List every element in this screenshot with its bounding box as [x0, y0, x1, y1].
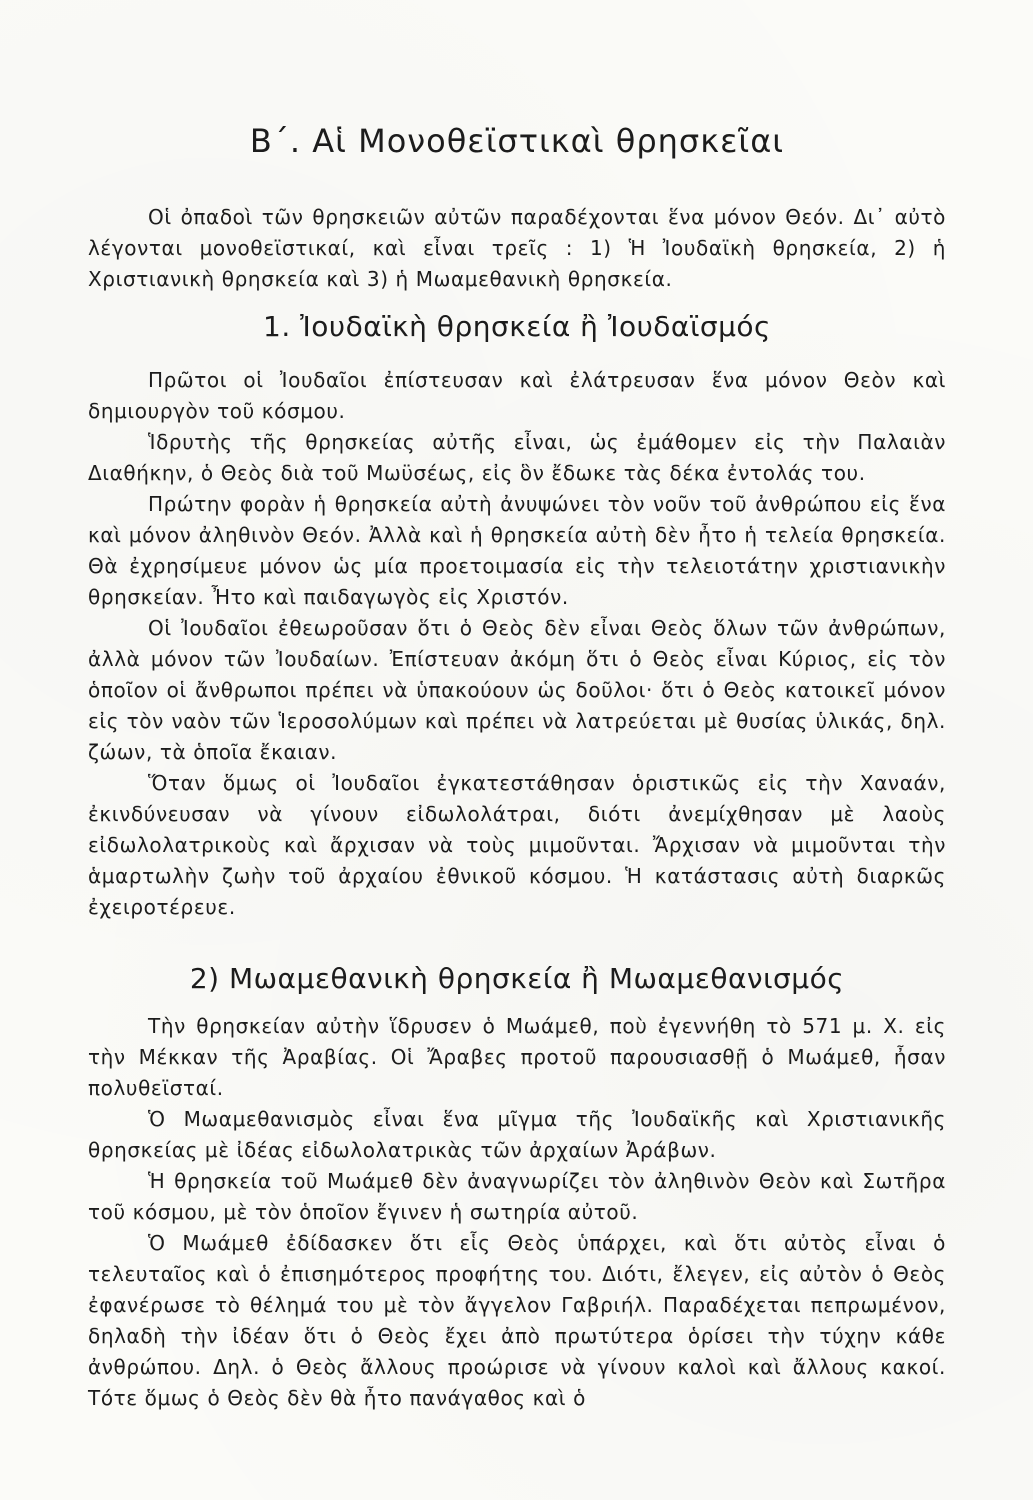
- section-1-paragraph-4: Οἱ Ἰουδαῖοι ἐθεωροῦσαν ὅτι ὁ Θεὸς δὲν εἶναι Θεὸς ὅλων τῶν ἀνθρώπων, ἀλλὰ μόνον τῶν Ἰουδαίων. Ἐπίστευαν ἀκόμη ὅτι ὁ Θεὸς εἶναι Κύριος, εἰς τὸν ὁποῖον οἱ ἄνθρωποι πρέπει νὰ ὑπακούουν ὡς δοῦλοι· ὅτι ὁ Θεὸς κατοικεῖ μόνον εἰς τὸν ναὸν τῶν Ἱεροσολύμων καὶ πρέπει νὰ λατρεύεται μὲ θυσίας ὑλικάς, δηλ. ζώων, τὰ ὁποῖα ἔκαιαν.: [88, 616, 946, 764]
- section-2-paragraph-1: Τὴν θρησκείαν αὐτὴν ἵδρυσεν ὁ Μωάμεθ, ποὺ ἐγεννήθη τὸ 571 μ. Χ. εἰς τὴν Μέκκαν τῆς Ἀραβίας. Οἱ Ἄραβες προτοῦ παρουσιασθῇ ὁ Μωάμεθ, ἦσαν πολυθεϊσταί.: [88, 1014, 946, 1100]
- section-1-paragraph-5: Ὅταν ὅμως οἱ Ἰουδαῖοι ἐγκατεστάθησαν ὁριστικῶς εἰς τὴν Χαναάν, ἐκινδύνευσαν νὰ γίνουν εἰδωλολάτραι, διότι ἀνεμίχθησαν μὲ λαοὺς εἰδωλολατρικοὺς καὶ ἄρχισαν νὰ τοὺς μιμοῦνται. Ἄρχισαν νὰ μιμοῦνται τὴν ἁμαρτωλὴν ζωὴν τοῦ ἀρχαίου ἐθνικοῦ κόσμου. Ἡ κατάστασις αὐτὴ διαρκῶς ἐχειροτέρευε.: [88, 771, 946, 919]
- page-content: [88, 118, 946, 1414]
- section-2-paragraph-2: Ὁ Μωαμεθανισμὸς εἶναι ἕνα μῖγμα τῆς Ἰουδαϊκῆς καὶ Χριστιανικῆς θρησκείας μὲ ἰδέας εἰδωλολατρικὰς τῶν ἀρχαίων Ἀράβων.: [88, 1107, 946, 1162]
- page-title: Β΄. Αἱ Μονοθεϊστικαὶ θρησκεῖαι: [249, 122, 785, 160]
- section-2-paragraph-4: Ὁ Μωάμεθ ἐδίδασκεν ὅτι εἷς Θεὸς ὑπάρχει, καὶ ὅτι αὐτὸς εἶναι ὁ τελευταῖος καὶ ὁ ἐπισημότερος προφήτης του. Διότι, ἔλεγεν, εἰς αὐτὸν ὁ Θεὸς ἐφανέρωσε τὸ θέλημά του μὲ τὸν ἄγγελον Γαβριήλ. Παραδέχεται πεπρωμένον, δηλαδὴ τὴν ἰδέαν ὅτι ὁ Θεὸς ἔχει ἀπὸ πρωτύτερα ὁρίσει τὴν τύχην κάθε ἀνθρώπου. Δηλ. ὁ Θεὸς ἄλλους προώρισε νὰ γίνουν καλοὶ καὶ ἄλλους κακοί. Τότε ὅμως ὁ Θεὸς δὲν θὰ ἦτο πανάγαθος καὶ ὁ: [88, 1231, 946, 1410]
- section-2-title: 2) Μωαμεθανικὴ θρησκεία ἢ Μωαμεθανισμός: [189, 962, 845, 995]
- section-1-paragraph-3: Πρώτην φορὰν ἡ θρησκεία αὐτὴ ἀνυψώνει τὸν νοῦν τοῦ ἀνθρώπου εἰς ἕνα καὶ μόνον ἀληθινὸν Θεόν. Ἀλλὰ καὶ ἡ θρησκεία αὐτὴ δὲν ἦτο ἡ τελεία θρησκεία. Θὰ ἐχρησίμευε μόνον ὡς μία προετοιμασία εἰς τὴν τελειοτάτην χριστιανικὴν θρησκείαν. Ἦτο καὶ παιδαγωγὸς εἰς Χριστόν.: [88, 492, 946, 609]
- section-2-paragraph-3: Ἡ θρησκεία τοῦ Μωάμεθ δὲν ἀναγνωρίζει τὸν ἀληθινὸν Θεὸν καὶ Σωτῆρα τοῦ κόσμου, μὲ τὸν ὁποῖον ἔγινεν ἡ σωτηρία αὐτοῦ.: [88, 1169, 946, 1224]
- intro-paragraph: Οἱ ὀπαδοὶ τῶν θρησκειῶν αὐτῶν παραδέχονται ἕνα μόνον Θεόν. Δι᾽ αὐτὸ λέγονται μονοθεϊστικαί, καὶ εἶναι τρεῖς : 1) Ἡ Ἰουδαϊκὴ θρησκεία, 2) ἡ Χριστιανικὴ θρησκεία καὶ 3) ἡ Μωαμεθανικὴ θρησκεία.: [88, 205, 946, 291]
- section-1-paragraph-2: Ἱδρυτὴς τῆς θρησκείας αὐτῆς εἶναι, ὡς ἐμάθομεν εἰς τὴν Παλαιὰν Διαθήκην, ὁ Θεὸς διὰ τοῦ Μωϋσέως, εἰς ὃν ἔδωκε τὰς δέκα ἐντολάς του.: [88, 430, 946, 485]
- section-1-title: 1. Ἰουδαϊκὴ θρησκεία ἢ Ἰουδαϊσμός: [263, 310, 771, 343]
- section-1-paragraph-1: Πρῶτοι οἱ Ἰουδαῖοι ἐπίστευσαν καὶ ἐλάτρευσαν ἕνα μόνον Θεὸν καὶ δημιουργὸν τοῦ κόσμου.: [88, 368, 946, 423]
